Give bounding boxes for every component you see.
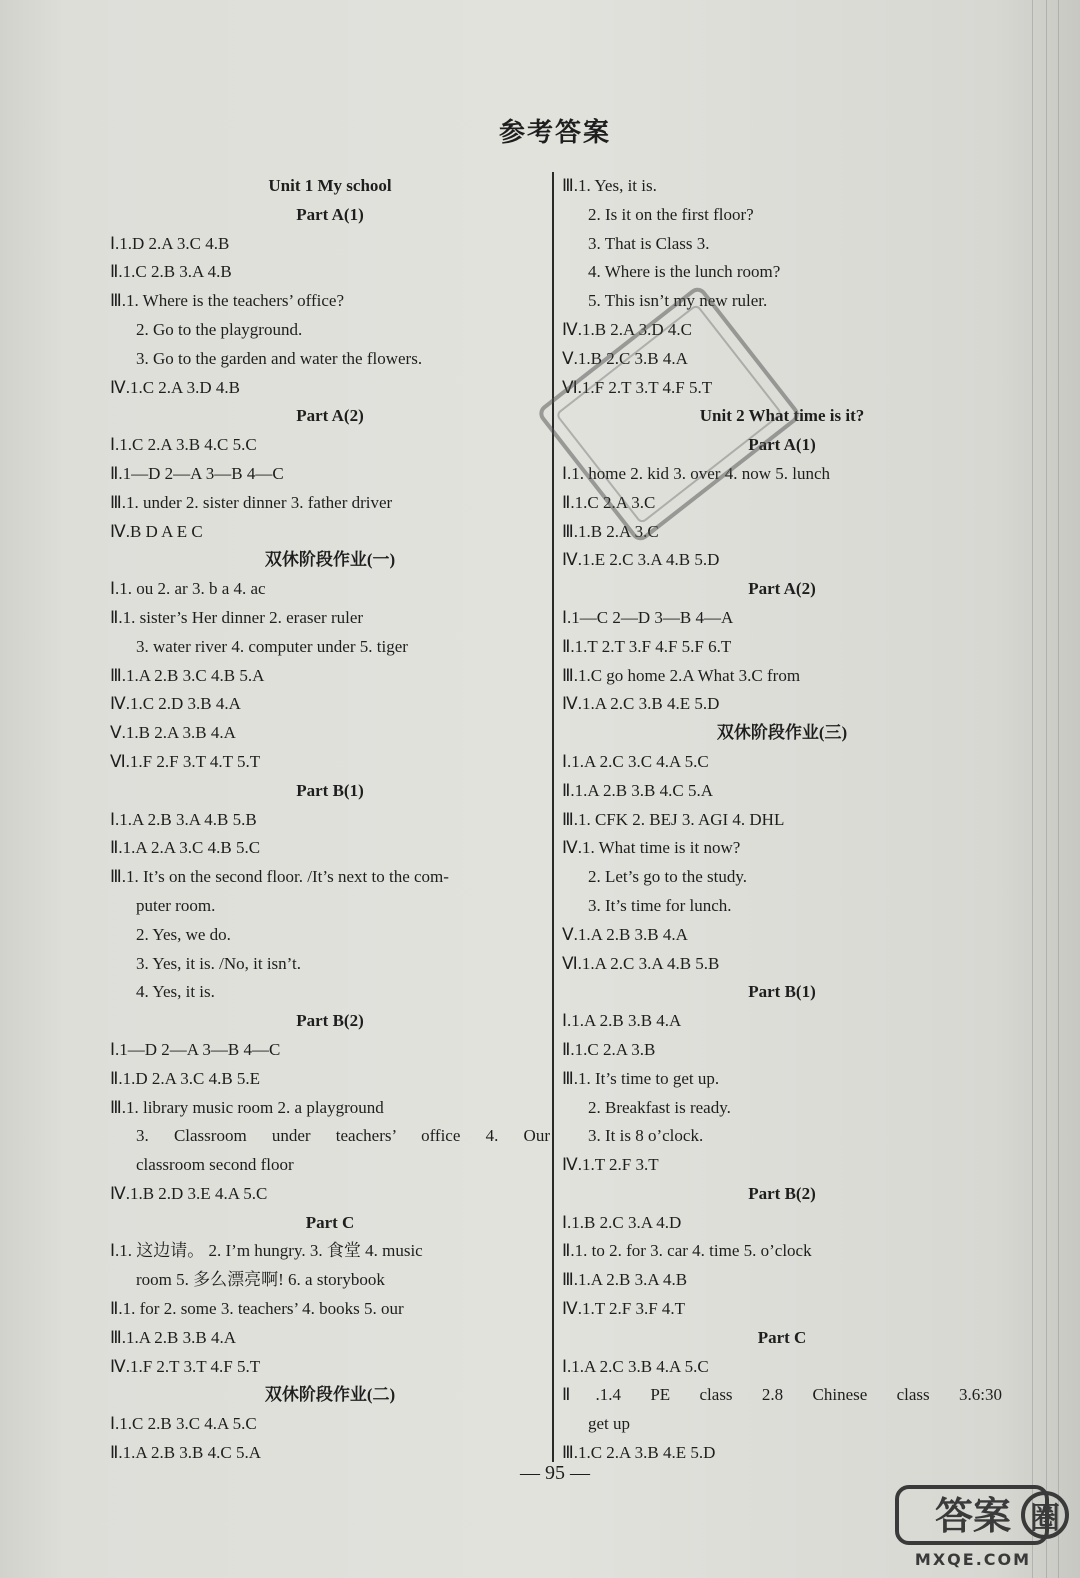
answer-line: Ⅰ.1.A 2.C 3.C 4.A 5.C	[562, 751, 709, 771]
answer-line: Ⅱ.1.C 2.A 3.B	[562, 1039, 656, 1059]
answer-line: Ⅰ.1.C 2.A 3.B 4.C 5.C	[110, 435, 257, 455]
answer-line: Ⅱ.1.4 PE class 2.8 Chinese class 3.6:30	[562, 1385, 1002, 1405]
section-heading: Part B(2)	[296, 1011, 364, 1031]
answer-line: Ⅱ.1.T 2.T 3.F 4.F 5.F 6.T	[562, 636, 732, 656]
svg-text:圈: 圈	[1030, 1501, 1060, 1536]
binding-edge-line	[1058, 0, 1059, 1578]
answer-line: Ⅳ.1. What time is it now?	[562, 838, 741, 858]
section-heading: 双休阶段作业(一)	[264, 550, 396, 570]
answer-line: Ⅰ.1.A 2.B 3.A 4.B 5.B	[110, 809, 257, 829]
answer-line: Ⅲ.1. It’s time to get up.	[562, 1068, 720, 1088]
section-heading: Part A(2)	[296, 406, 364, 426]
answer-line: Ⅱ.1. to 2. for 3. car 4. time 5. o’clock	[562, 1241, 812, 1261]
answer-line: Ⅰ.1.B 2.C 3.A 4.D	[562, 1212, 682, 1232]
answer-line: Ⅴ.1.B 2.A 3.B 4.A	[110, 723, 236, 743]
answer-line: 2. Breakfast is ready.	[588, 1097, 731, 1117]
answer-line: Ⅴ.1.B 2.C 3.B 4.A	[562, 348, 688, 368]
binding-edge-line	[1046, 0, 1047, 1578]
answer-line: puter room.	[136, 895, 216, 915]
answer-line: Ⅱ.1. sister’s Her dinner 2. eraser ruler	[110, 607, 364, 627]
answer-line: 4. Where is the lunch room?	[588, 262, 781, 282]
answer-line: 4. Yes, it is.	[136, 982, 215, 1002]
answer-line: 3. It’s time for lunch.	[588, 895, 732, 915]
answer-line: Ⅱ.1—D 2—A 3—B 4—C	[110, 463, 284, 483]
answer-line: 3. water river 4. computer under 5. tiger	[136, 636, 408, 656]
svg-text:答案: 答案	[934, 1494, 1012, 1538]
page-number: — 95 —	[520, 1462, 590, 1484]
answer-line: Ⅴ.1.A 2.B 3.B 4.A	[562, 924, 688, 944]
answer-line: 3. Classroom under teachers’ office 4. Our	[136, 1126, 550, 1146]
watermark-logo	[895, 1483, 1070, 1571]
answer-line: 2. Let’s go to the study.	[588, 867, 747, 887]
answer-line: Ⅳ.1.B 2.A 3.D 4.C	[562, 319, 692, 339]
answer-line: Ⅰ.1. 这边请。 2. I’m hungry. 3. 食堂 4. music	[110, 1241, 423, 1261]
answer-line: Ⅰ.1—C 2—D 3—B 4—A	[562, 607, 734, 627]
svg-text:MXQE.COM: MXQE.COM	[914, 1550, 1032, 1569]
answer-line: 2. Yes, we do.	[136, 924, 231, 944]
answer-line: Ⅲ.1. CFK 2. BEJ 3. AGI 4. DHL	[562, 809, 785, 829]
answer-line: Ⅲ.1.A 2.B 3.C 4.B 5.A	[110, 665, 265, 685]
answer-line: Ⅳ.1.C 2.D 3.B 4.A	[110, 694, 241, 714]
answer-line: Ⅲ.1.B 2.A 3.C	[562, 521, 659, 541]
answer-line: 3. Go to the garden and water the flowers.	[136, 348, 423, 368]
answer-line: Ⅲ.1.A 2.B 3.B 4.A	[110, 1327, 237, 1347]
section-heading: Part C	[305, 1212, 355, 1232]
column-divider	[552, 172, 554, 1462]
answer-line: Ⅰ.1.D 2.A 3.C 4.B	[110, 233, 230, 253]
answer-line: 2. Go to the playground.	[136, 319, 303, 339]
answer-line: Ⅲ.1. under 2. sister dinner 3. father driver	[110, 492, 393, 512]
section-heading: Unit 1 My school	[268, 176, 392, 195]
answer-line: Ⅱ.1.C 2.A 3.C	[562, 492, 656, 512]
answer-line: Ⅱ.1.D 2.A 3.C 4.B 5.E	[110, 1068, 261, 1088]
answer-line: Ⅲ.1.A 2.B 3.A 4.B	[562, 1270, 688, 1290]
answer-line: Ⅳ.1.T 2.F 3.F 4.T	[562, 1299, 686, 1319]
answer-line: Ⅵ.1.A 2.C 3.A 4.B 5.B	[562, 953, 720, 973]
section-heading: Part A(1)	[296, 204, 364, 224]
section-heading: Part B(1)	[748, 982, 816, 1002]
answer-line: classroom second floor	[136, 1155, 294, 1175]
answer-line: Ⅵ.1.F 2.T 3.T 4.F 5.T	[562, 377, 713, 397]
answer-line: Ⅲ.1.C go home 2.A What 3.C from	[562, 665, 801, 685]
answer-line: Ⅳ.1.B 2.D 3.E 4.A 5.C	[110, 1183, 268, 1203]
left-column	[110, 172, 550, 1468]
section-heading: Part C	[757, 1327, 807, 1347]
answer-line: Ⅳ.1.C 2.A 3.D 4.B	[110, 377, 240, 397]
answer-line: Ⅵ.1.F 2.F 3.T 4.T 5.T	[110, 751, 261, 771]
section-heading: Part B(1)	[296, 780, 364, 800]
section-heading: Part A(1)	[748, 435, 816, 455]
section-heading: 双休阶段作业(二)	[264, 1385, 396, 1405]
answer-line: Ⅱ.1.A 2.A 3.C 4.B 5.C	[110, 838, 261, 858]
section-heading: Unit 2 What time is it?	[699, 406, 865, 426]
section-heading: Part A(2)	[748, 579, 816, 599]
answer-line: Ⅲ.1. library music room 2. a playground	[110, 1097, 384, 1117]
answer-line: Ⅰ.1.A 2.C 3.B 4.A 5.C	[562, 1356, 709, 1376]
right-column	[562, 172, 1002, 1468]
answer-line: Ⅱ.1.C 2.B 3.A 4.B	[110, 262, 232, 282]
answer-line: get up	[588, 1414, 631, 1434]
answer-line: Ⅱ.1.A 2.B 3.B 4.C 5.A	[562, 780, 713, 800]
answer-line: Ⅲ.1. Yes, it is.	[562, 176, 657, 195]
answer-line: Ⅳ.1.F 2.T 3.T 4.F 5.T	[110, 1356, 261, 1376]
answer-line: Ⅰ.1. home 2. kid 3. over 4. now 5. lunch	[562, 463, 831, 483]
answer-line: Ⅱ.1. for 2. some 3. teachers’ 4. books 5. our	[110, 1299, 404, 1319]
answer-line: Ⅲ.1. Where is the teachers’ office?	[110, 291, 345, 311]
answer-line: Ⅰ.1. ou 2. ar 3. b a 4. ac	[110, 579, 266, 599]
answer-line: 3. It is 8 o’clock.	[588, 1126, 704, 1146]
page-title: 参考答案	[498, 118, 611, 148]
answer-line: Ⅰ.1—D 2—A 3—B 4—C	[110, 1039, 281, 1059]
answer-line: 5. This isn’t my new ruler.	[588, 291, 768, 311]
answer-line: 3. Yes, it is. /No, it isn’t.	[136, 953, 302, 973]
answer-line: Ⅳ.B D A E C	[110, 521, 203, 541]
answer-line: Ⅰ.1.A 2.B 3.B 4.A	[562, 1011, 682, 1031]
answer-line: room 5. 多么漂亮啊! 6. a storybook	[136, 1270, 385, 1290]
answer-line: Ⅳ.1.T 2.F 3.T	[562, 1155, 659, 1175]
section-heading: Part B(2)	[748, 1183, 816, 1203]
answer-line: Ⅱ.1.A 2.B 3.B 4.C 5.A	[110, 1443, 261, 1463]
answer-line: Ⅲ.1. It’s on the second floor. /It’s next to the com-	[110, 867, 449, 887]
answer-line: Ⅲ.1.C 2.A 3.B 4.E 5.D	[562, 1443, 716, 1463]
answer-line: Ⅳ.1.E 2.C 3.A 4.B 5.D	[562, 550, 720, 570]
answer-line: Ⅰ.1.C 2.B 3.C 4.A 5.C	[110, 1414, 257, 1434]
answer-line: Ⅳ.1.A 2.C 3.B 4.E 5.D	[562, 694, 720, 714]
section-heading: 双休阶段作业(三)	[716, 723, 848, 743]
answer-line: 3. That is Class 3.	[588, 233, 710, 253]
answer-line: 2. Is it on the first floor?	[588, 204, 754, 224]
binding-edge-line	[1032, 0, 1033, 1578]
